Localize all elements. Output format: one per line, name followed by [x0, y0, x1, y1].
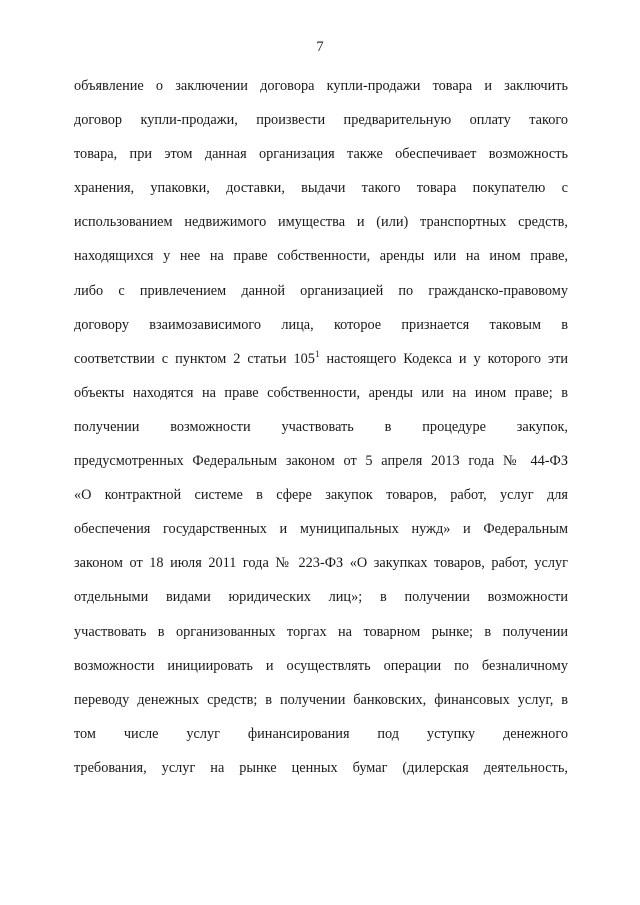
text-line: возможности инициировать и осуществлять операции по безналичному [74, 657, 568, 674]
text-line: отдельными видами юридических лиц»; в получении возможности [74, 589, 568, 606]
text-line: товара, при этом данная организация также обеспечивает возможность [74, 146, 568, 163]
text-line: либо с привлечением данной организацией по гражданско-правовому [74, 282, 568, 299]
text-line: переводу денежных средств; в получении банковских, финансовых услуг, в [74, 691, 568, 708]
text-line: получении возможности участвовать в процедуре закупок, [74, 418, 568, 435]
text-line: договору взаимозависимого лица, которое признается таковым в [74, 316, 568, 333]
text-line: находящихся у нее на праве собственности, аренды или на ином праве, [74, 248, 568, 265]
text-segment: настоящего Кодекса и у которого эти [319, 350, 568, 367]
text-line: использованием недвижимого имущества и (или) транспортных средств, [74, 214, 568, 231]
text-line: предусмотренных Федеральным законом от 5 апреля 2013 года № 44-ФЗ [74, 453, 568, 470]
text-line: обеспечения государственных и муниципальных нужд» и Федеральным [74, 521, 568, 538]
text-line: объекты находятся на праве собственности, аренды или на ином праве; в [74, 384, 568, 401]
page-number: 7 [316, 39, 324, 55]
text-line: договор купли-продажи, произвести предварительную оплату такого [74, 112, 568, 129]
superscript: 1 [314, 349, 320, 359]
text-line: законом от 18 июля 2011 года № 223-ФЗ «О закупках товаров, работ, услуг [74, 555, 568, 572]
text-line: хранения, упаковки, доставки, выдачи такого товара покупателю с [74, 180, 568, 197]
text-line: участвовать в организованных торгах на товарном рынке; в получении [74, 623, 568, 640]
text-line: требования, услуг на рынке ценных бумаг (дилерская деятельность, [74, 759, 568, 776]
text-line: том числе услуг финансирования под уступку денежного [74, 725, 568, 742]
text-line: объявление о заключении договора купли-продажи товара и заключить [74, 78, 568, 94]
text-line: «О контрактной системе в сфере закупок товаров, работ, услуг для [74, 487, 568, 504]
text-line-with-superscript [74, 350, 568, 384]
body-text [74, 77, 568, 793]
text-segment: соответствии с пунктом 2 статьи 105 [74, 350, 315, 367]
